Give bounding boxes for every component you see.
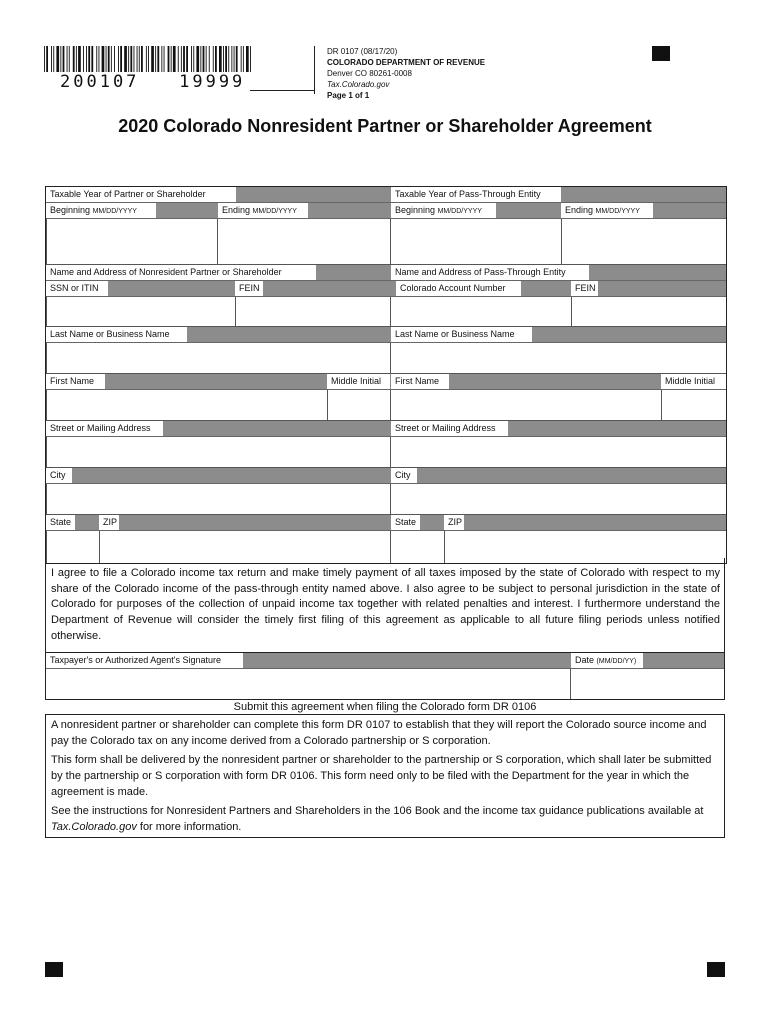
- form-header-info: [327, 46, 485, 101]
- id-number-label-row: [46, 281, 726, 297]
- entity-fein-field[interactable]: [571, 297, 727, 326]
- agreement-statement: I agree to file a Colorado income tax return and make timely payment of all taxes imposed by the state of Colorado with respect to my share of the Colorado income of the pass-through entity named above. I also agree to be subject to personal jurisdiction in the state of Colorado for purposes of the collection of unpaid income tax together with related penalties and interest. I furthermore understand the Department of Revenue will consider the timely first filing of this agreement as applicable to all future filing periods unless notified otherwise.: [45, 558, 725, 652]
- page-number: Page 1 of 1: [327, 91, 370, 100]
- instructions-paragraph-3: See the instructions for Nonresident Partners and Shareholders in the 106 Book and the income tax guidance publications available at Tax.Colorado.gov for more information.: [51, 805, 704, 833]
- beginning-ending-label-row: [46, 203, 726, 219]
- first-name-label-row: [46, 374, 726, 390]
- partner-fein-label: FEIN: [235, 281, 263, 296]
- entity-middle-initial-label: Middle Initial: [661, 374, 726, 389]
- signature-label: Taxpayer's or Authorized Agent's Signature: [46, 653, 243, 668]
- partner-last-name-label: Last Name or Business Name: [46, 327, 187, 342]
- registration-marker-bottom-left: [45, 962, 63, 977]
- instructions-paragraph-1: A nonresident partner or shareholder can complete this form DR 0107 to establish that they will report the Colorado source income and pay the Colorado tax on any income derived from a Colorado partnership or S corporation.: [51, 719, 707, 747]
- colorado-account-number-label: Colorado Account Number: [396, 281, 521, 296]
- submit-instruction: Submit this agreement when filing the Colorado form DR 0106: [233, 701, 537, 713]
- last-name-label-row: [46, 327, 726, 343]
- entity-city-field[interactable]: [390, 484, 727, 514]
- entity-street-field[interactable]: [390, 437, 727, 467]
- entity-taxable-year-label: Taxable Year of Pass-Through Entity: [391, 187, 561, 202]
- last-name-input-row: [46, 343, 726, 374]
- instructions-paragraph-2: This form shall be delivered by the nonresident partner or shareholder to the partnership or S corporation, which shall later be submitted by the partnership or S corporation with form DR 0106. This form need only to be filed with the Department for the year in which the agreement is made.: [51, 754, 712, 798]
- partner-ending-label: Ending MM/DD/YYYY: [218, 203, 308, 218]
- date-field[interactable]: [570, 669, 724, 699]
- partner-last-name-field[interactable]: [46, 343, 391, 373]
- partner-first-name-field[interactable]: [46, 390, 328, 420]
- page-title: 2020 Colorado Nonresident Partner or Shareholder Agreement: [118, 116, 652, 136]
- ssn-itin-label: SSN or ITIN: [46, 281, 108, 296]
- header-divider: [250, 46, 315, 94]
- partner-middle-initial-label: Middle Initial: [327, 374, 390, 389]
- instructions-box: [45, 714, 725, 838]
- entity-first-name-label: First Name: [391, 374, 449, 389]
- taxable-year-input-row: [46, 219, 726, 265]
- registration-marker-bottom-right: [707, 962, 725, 977]
- entity-state-label: State: [391, 515, 420, 530]
- barcode-image: [44, 46, 254, 72]
- signature-field[interactable]: [46, 669, 570, 699]
- signature-label-row: [46, 653, 724, 669]
- partner-fein-field[interactable]: [235, 297, 391, 326]
- department-website: Tax.Colorado.gov: [327, 80, 390, 89]
- date-label: Date (MM/DD/YY): [571, 653, 643, 668]
- partner-city-label: City: [46, 468, 72, 483]
- name-address-label-row: [46, 265, 726, 281]
- partner-zip-label: ZIP: [99, 515, 119, 530]
- partner-street-label: Street or Mailing Address: [46, 421, 163, 436]
- registration-marker-top-right: [652, 46, 670, 61]
- street-input-row: [46, 437, 726, 468]
- partner-ending-field[interactable]: [217, 219, 391, 264]
- taxable-year-label-row: [46, 187, 726, 203]
- entity-zip-label: ZIP: [444, 515, 464, 530]
- form-number: DR 0107 (08/17/20): [327, 47, 398, 56]
- id-number-input-row: [46, 297, 726, 327]
- entity-beginning-label: Beginning MM/DD/YYYY: [391, 203, 496, 218]
- city-label-row: [46, 468, 726, 484]
- partner-middle-initial-field[interactable]: [327, 390, 391, 420]
- entity-ending-field[interactable]: [561, 219, 727, 264]
- department-address: Denver CO 80261-0008: [327, 69, 412, 78]
- entity-street-label: Street or Mailing Address: [391, 421, 508, 436]
- colorado-account-number-field[interactable]: [390, 297, 572, 326]
- agreement-form: [45, 186, 727, 564]
- entity-city-label: City: [391, 468, 417, 483]
- state-zip-label-row: [46, 515, 726, 531]
- barcode-number: 200107 19999: [60, 72, 246, 92]
- partner-beginning-field[interactable]: [46, 219, 218, 264]
- city-input-row: [46, 484, 726, 515]
- partner-city-field[interactable]: [46, 484, 391, 514]
- street-label-row: [46, 421, 726, 437]
- entity-last-name-label: Last Name or Business Name: [391, 327, 532, 342]
- entity-beginning-field[interactable]: [390, 219, 562, 264]
- partner-state-label: State: [46, 515, 75, 530]
- partner-name-address-label: Name and Address of Nonresident Partner or Shareholder: [46, 265, 316, 280]
- signature-section: [45, 652, 725, 700]
- partner-beginning-label: Beginning MM/DD/YYYY: [46, 203, 156, 218]
- entity-last-name-field[interactable]: [390, 343, 727, 373]
- entity-middle-initial-field[interactable]: [661, 390, 727, 420]
- partner-street-field[interactable]: [46, 437, 391, 467]
- entity-fein-label: FEIN: [571, 281, 598, 296]
- entity-name-address-label: Name and Address of Pass-Through Entity: [391, 265, 589, 280]
- department-name: COLORADO DEPARTMENT OF REVENUE: [327, 58, 486, 67]
- partner-taxable-year-label: Taxable Year of Partner or Shareholder: [46, 187, 236, 202]
- entity-ending-label: Ending MM/DD/YYYY: [561, 203, 653, 218]
- first-name-input-row: [46, 390, 726, 421]
- partner-first-name-label: First Name: [46, 374, 105, 389]
- tax-colorado-link[interactable]: Tax.Colorado.gov: [51, 821, 137, 833]
- entity-first-name-field[interactable]: [390, 390, 662, 420]
- ssn-itin-field[interactable]: [46, 297, 236, 326]
